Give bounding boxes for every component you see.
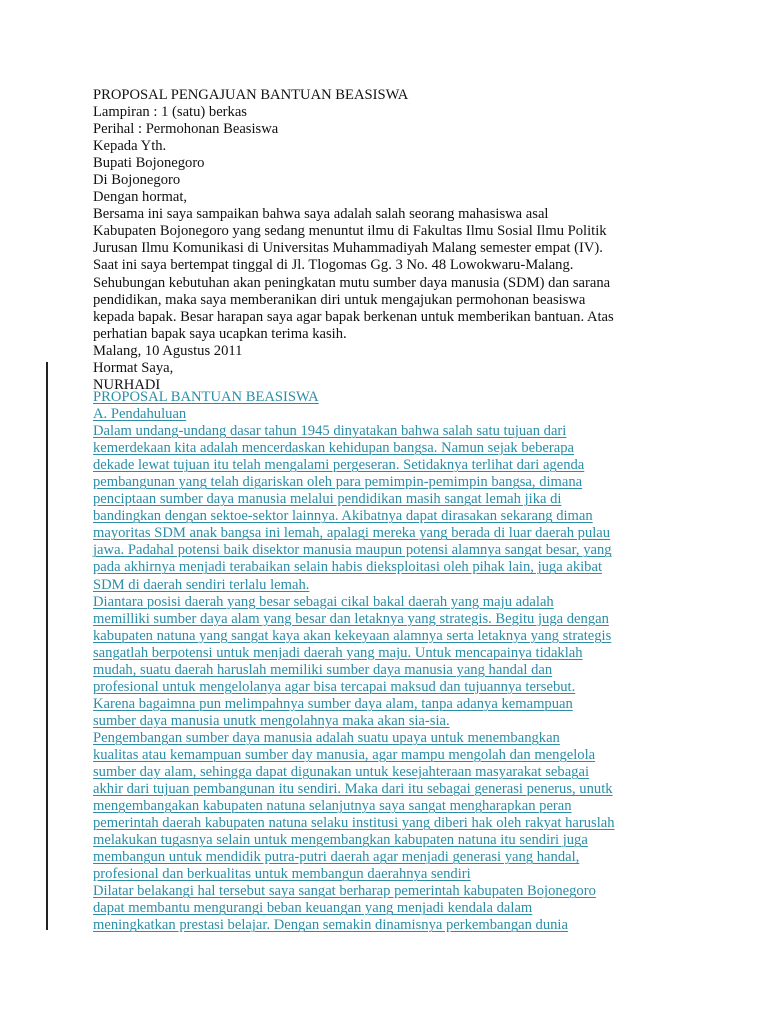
proposal-text-link[interactable]: bandingkan dengan sektoe-sektor lainnya. Akibatnya dapat dirasakan sekarang diman (93, 508, 593, 525)
proposal-text-link[interactable]: Karena bagaimna pun melimpahnya sumber daya alam, tanpa adanya kemampuan (93, 695, 573, 712)
proposal-text-link[interactable]: Dalam undang-undang dasar tahun 1945 dinyatakan bahwa salah satu tujuan dari (93, 423, 567, 440)
letter-recipient-location: Di Bojonegoro (93, 172, 181, 189)
proposal-text-link[interactable]: penciptaan sumber daya manusia melalui pendidikan masih sangat lemah jika di (93, 491, 562, 508)
letter-body-line: Kabupaten Bojonegoro yang sedang menuntut ilmu di Fakultas Ilmu Sosial Ilmu Politik (93, 223, 607, 240)
proposal-text-link[interactable]: dekade lewat tujuan itu telah mengalami pergeseran. Setidaknya terlihat dari agenda (93, 457, 585, 474)
letter-recipient-name: Bupati Bojonegoro (93, 155, 205, 172)
proposal-text-link[interactable]: kabupaten natuna yang sangat kaya akan kekeyaan alamnya serta letaknya yang strategis (93, 627, 612, 644)
proposal-text-link[interactable]: sangatlah berpotensi untuk menjadi daerah yang maju. Untuk mencapainya tidaklah (93, 644, 583, 661)
letter-signature-name: NURHADI (93, 376, 161, 393)
proposal-title-link[interactable]: PROPOSAL BANTUAN BEASISWA (93, 389, 319, 405)
proposal-text-link[interactable]: mudah, suatu daerah haruslah memiliki sumber daya manusia yang handal dan (93, 661, 553, 678)
letter-attachment: Lampiran : 1 (satu) berkas (93, 104, 247, 121)
proposal-text-link[interactable]: dapat membantu mengurangi beban keuangan yang menjadi kendala dalam (93, 900, 533, 917)
letter-closing: Hormat Saya, (93, 359, 174, 376)
letter-title: PROPOSAL PENGAJUAN BANTUAN BEASISWA (93, 87, 409, 103)
letter-recipient-salutation: Kepada Yth. (93, 138, 167, 155)
letter-body-line: perhatian bapak saya ucapkan terima kasih. (93, 325, 347, 342)
proposal-text-link[interactable]: pembangunan yang telah digariskan oleh para pemimpin-pemimpin bangsa, dimana (93, 474, 583, 491)
proposal-text-link[interactable]: jawa. Padahal potensi baik disektor manusia maupun potensi alamnya sangat besar, yang (93, 542, 612, 559)
letter-body-line: Sehubungan kebutuhan akan peningkatan mutu sumber daya manusia (SDM) dan sarana (93, 274, 611, 291)
letter-body-line: Jurusan Ilmu Komunikasi di Universitas Muhammadiyah Malang semester empat (IV). (93, 240, 603, 257)
letter-subject: Perihal : Permohonan Beasiswa (93, 121, 279, 138)
proposal-text-link[interactable]: profesional untuk mengelolanya agar bisa tercapai maksud dan tujuannya tersebut. (93, 678, 576, 695)
letter-body-line: Saat ini saya bertempat tinggal di Jl. Tlogomas Gg. 3 No. 48 Lowokwaru-Malang. (93, 257, 574, 274)
proposal-text-link[interactable]: akhir dari tujuan pembangunan itu sendiri. Maka dari itu sebagai generasi penerus, unutk (93, 781, 613, 798)
section-heading-link[interactable]: A. Pendahuluan (93, 406, 187, 423)
letter-greeting: Dengan hormat, (93, 189, 188, 206)
proposal-text-link[interactable]: kemerdekaan kita adalah mencerdaskan kehidupan bangsa. Namun sejak beberapa (93, 440, 574, 457)
proposal-text-link[interactable]: membangun untuk mendidik putra-putri daerah agar menjadi generasi yang handal, (93, 849, 580, 866)
proposal-text-link[interactable]: sumber day alam, sehingga dapat digunakan untuk kesejahteraan masyarakat sebagai (93, 764, 590, 781)
cover-letter (93, 87, 663, 394)
proposal-text-link[interactable]: SDM di daerah sendiri terlalu lemah. (93, 576, 310, 593)
margin-change-bar (46, 362, 48, 930)
proposal-text-link[interactable]: melakukan tugasnya selain untuk mengembangkan kabupaten natuna itu sendiri juga (93, 832, 588, 849)
letter-body-line: kepada bapak. Besar harapan saya agar bapak berkenan untuk memberikan bantuan. Atas (93, 308, 614, 325)
proposal-text-link[interactable]: sumber daya manusia unutk mengolahnya maka akan sia-sia. (93, 712, 450, 729)
proposal-text-link[interactable]: mayoritas SDM anak bangsa ini lemah, apalagi mereka yang berada di luar daerah pulau (93, 525, 611, 542)
proposal-text-link[interactable]: Dilatar belakangi hal tersebut saya sangat berharap pemerintah kabupaten Bojonegoro (93, 883, 596, 900)
letter-date: Malang, 10 Agustus 2011 (93, 342, 243, 359)
proposal-text-link[interactable]: kualitas atau kemampuan sumber day manusia, agar mampu mengolah dan mengelola (93, 746, 596, 763)
proposal-text-link[interactable]: profesional dan berkualitas untuk membangun daerahnya sendiri (93, 866, 471, 883)
proposal-text-link[interactable]: pemerintah daerah kabupaten natuna selaku institusi yang diberi hak oleh rakyat haruslah (93, 815, 615, 832)
proposal-text-link[interactable]: mengembangakan kabupaten natuna selanjutnya saya sangat mengharapkan peran (93, 798, 572, 815)
letter-body-line: pendidikan, maka saya memberanikan diri untuk mengajukan permohonan beasiswa (93, 291, 586, 308)
letter-body-line: Bersama ini saya sampaikan bahwa saya adalah salah seorang mahasiswa asal (93, 206, 549, 223)
proposal-text-link[interactable]: Pengembangan sumber daya manusia adalah suatu upaya untuk menembangkan (93, 729, 560, 746)
proposal-text-link[interactable]: pada akhirnya menjadi terabaikan selain habis dieksploitasi oleh pihak lain, juga akibat (93, 559, 602, 576)
proposal-text-link[interactable]: meningkatkan prestasi belajar. Dengan semakin dinamisnya perkembangan dunia (93, 917, 568, 934)
proposal-section (93, 389, 663, 935)
proposal-text-link[interactable]: Diantara posisi daerah yang besar sebagai cikal bakal daerah yang maju adalah (93, 593, 554, 610)
proposal-text-link[interactable]: memilliki sumber daya alam yang besar dan letaknya yang strategis. Begitu juga dengan (93, 610, 609, 627)
